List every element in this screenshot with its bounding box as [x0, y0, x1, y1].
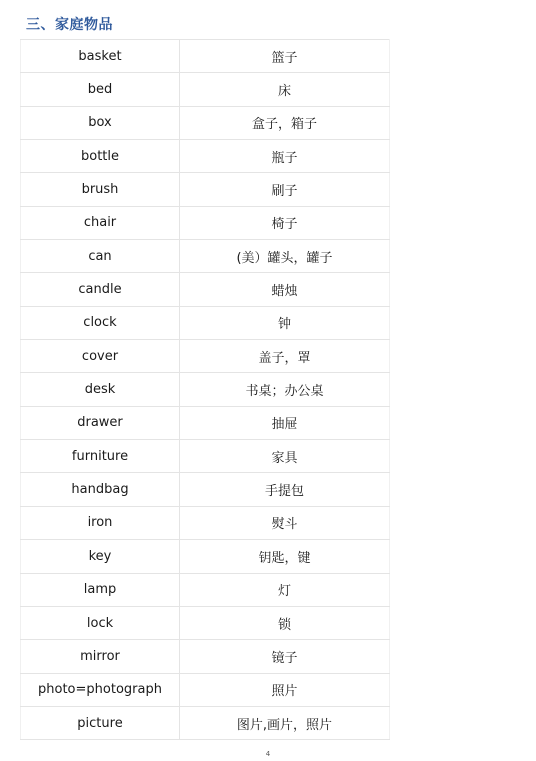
chinese-meaning-cell: 手提包: [180, 473, 390, 506]
chinese-meaning-cell: 镜子: [180, 640, 390, 673]
english-word-cell: lamp: [21, 573, 180, 606]
table-row: [21, 140, 390, 173]
table-row: [21, 540, 390, 573]
table-row: [21, 240, 390, 273]
table-row: [21, 573, 390, 606]
english-word-cell: can: [21, 240, 180, 273]
chinese-meaning-cell: 锁: [180, 606, 390, 639]
chinese-meaning-cell: 照片: [180, 673, 390, 706]
table-row: [21, 73, 390, 106]
table-row: [21, 306, 390, 339]
chinese-meaning-cell: 床: [180, 73, 390, 106]
page-number: 4: [265, 750, 271, 758]
chinese-meaning-cell: 钟: [180, 306, 390, 339]
table-row: [21, 273, 390, 306]
english-word-cell: photo=photograph: [21, 673, 180, 706]
english-word-cell: chair: [21, 206, 180, 239]
table-row: [21, 606, 390, 639]
chinese-meaning-cell: 抽屉: [180, 406, 390, 439]
table-row: [21, 40, 390, 73]
chinese-meaning-cell: 篮子: [180, 40, 390, 73]
english-word-cell: clock: [21, 306, 180, 339]
chinese-meaning-cell: 瓶子: [180, 140, 390, 173]
english-word-cell: key: [21, 540, 180, 573]
english-word-cell: box: [21, 106, 180, 139]
vocabulary-table-body: [21, 40, 390, 740]
chinese-meaning-cell: 盖子，罩: [180, 340, 390, 373]
table-row: [21, 206, 390, 239]
table-row: [21, 706, 390, 739]
english-word-cell: furniture: [21, 440, 180, 473]
english-word-cell: bed: [21, 73, 180, 106]
chinese-meaning-cell: 刷子: [180, 173, 390, 206]
chinese-meaning-cell: (美）罐头，罐子: [180, 240, 390, 273]
table-row: [21, 473, 390, 506]
english-word-cell: bottle: [21, 140, 180, 173]
table-row: [21, 340, 390, 373]
table-row: [21, 406, 390, 439]
chinese-meaning-cell: 椅子: [180, 206, 390, 239]
english-word-cell: picture: [21, 706, 180, 739]
table-row: [21, 673, 390, 706]
chinese-meaning-cell: 盒子，箱子: [180, 106, 390, 139]
table-row: [21, 640, 390, 673]
english-word-cell: desk: [21, 373, 180, 406]
chinese-meaning-cell: 书桌；办公桌: [180, 373, 390, 406]
chinese-meaning-cell: 蜡烛: [180, 273, 390, 306]
vocabulary-table: [20, 39, 390, 740]
table-row: [21, 506, 390, 539]
english-word-cell: basket: [21, 40, 180, 73]
table-row: [21, 106, 390, 139]
english-word-cell: drawer: [21, 406, 180, 439]
english-word-cell: brush: [21, 173, 180, 206]
table-row: [21, 173, 390, 206]
english-word-cell: candle: [21, 273, 180, 306]
chinese-meaning-cell: 钥匙，键: [180, 540, 390, 573]
english-word-cell: cover: [21, 340, 180, 373]
section-title: 三、家庭物品: [26, 17, 113, 33]
english-word-cell: mirror: [21, 640, 180, 673]
chinese-meaning-cell: 图片,画片，照片: [180, 706, 390, 739]
table-row: [21, 373, 390, 406]
english-word-cell: iron: [21, 506, 180, 539]
english-word-cell: handbag: [21, 473, 180, 506]
chinese-meaning-cell: 家具: [180, 440, 390, 473]
english-word-cell: lock: [21, 606, 180, 639]
chinese-meaning-cell: 灯: [180, 573, 390, 606]
table-row: [21, 440, 390, 473]
chinese-meaning-cell: 熨斗: [180, 506, 390, 539]
